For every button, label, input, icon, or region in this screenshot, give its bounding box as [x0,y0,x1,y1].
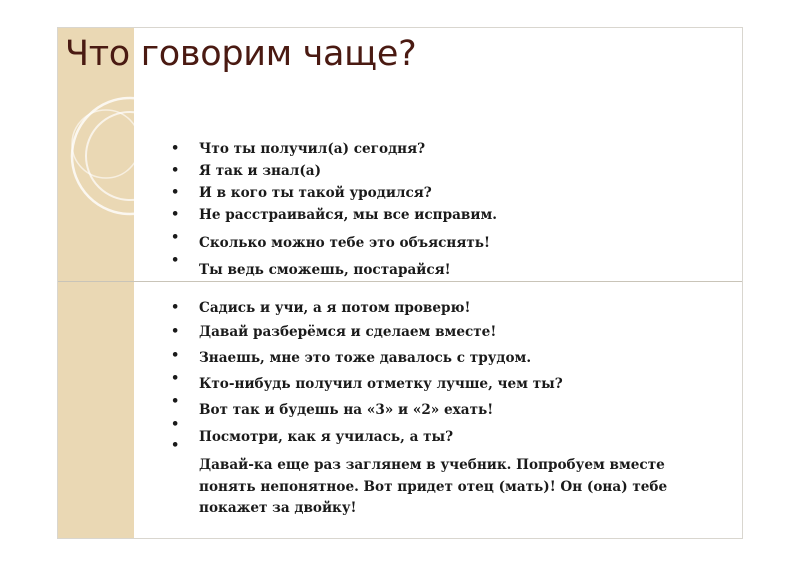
list-item: Давай разберёмся и сделаем вместе! [199,324,497,340]
list-item: Не расстраивайся, мы все исправим. [199,207,497,223]
list-item: Что ты получил(а) сегодня? [199,141,426,157]
divider-line [58,281,742,282]
list-item: Ты ведь сможешь, постарайся! [199,262,451,278]
slide [57,27,743,539]
bullet-icon: • [171,394,180,409]
bullet-icon: • [171,300,180,315]
list-item: Кто-нибудь получил отметку лучше, чем ты? [199,376,563,392]
list-item: Я так и знал(а) [199,163,322,179]
list-item: Посмотри, как я училась, а ты? [199,429,454,445]
list-item: Сколько можно тебе это объяснять! [199,235,490,251]
bullet-icon: • [171,438,180,453]
bullet-icon: • [171,417,180,432]
slide-title: Что говорим чаще? [65,34,417,74]
bullet-icon: • [171,185,180,200]
paragraph-text: Давай-ка еще раз заглянем в учебник. Попробуем вместе понять непонятное. Вот придет отец (мать)! Он (она) тебе покажет за двойку! [199,457,668,516]
bullet-icon: • [171,348,180,363]
list-item: И в кого ты такой уродился? [199,185,432,201]
bullet-icon: • [171,324,180,339]
bullet-icon: • [171,141,180,156]
list-item: Садись и учи, а я потом проверю! [199,300,471,316]
list-item: Вот так и будешь на «3» и «2» ехать! [199,402,494,418]
bullet-icon: • [171,207,180,222]
bullet-icon: • [171,163,180,178]
list-item: Знаешь, мне это тоже давалось с трудом. [199,350,532,366]
bullet-icon: • [171,253,180,268]
bullet-icon: • [171,371,180,386]
bullet-icon: • [171,230,180,245]
